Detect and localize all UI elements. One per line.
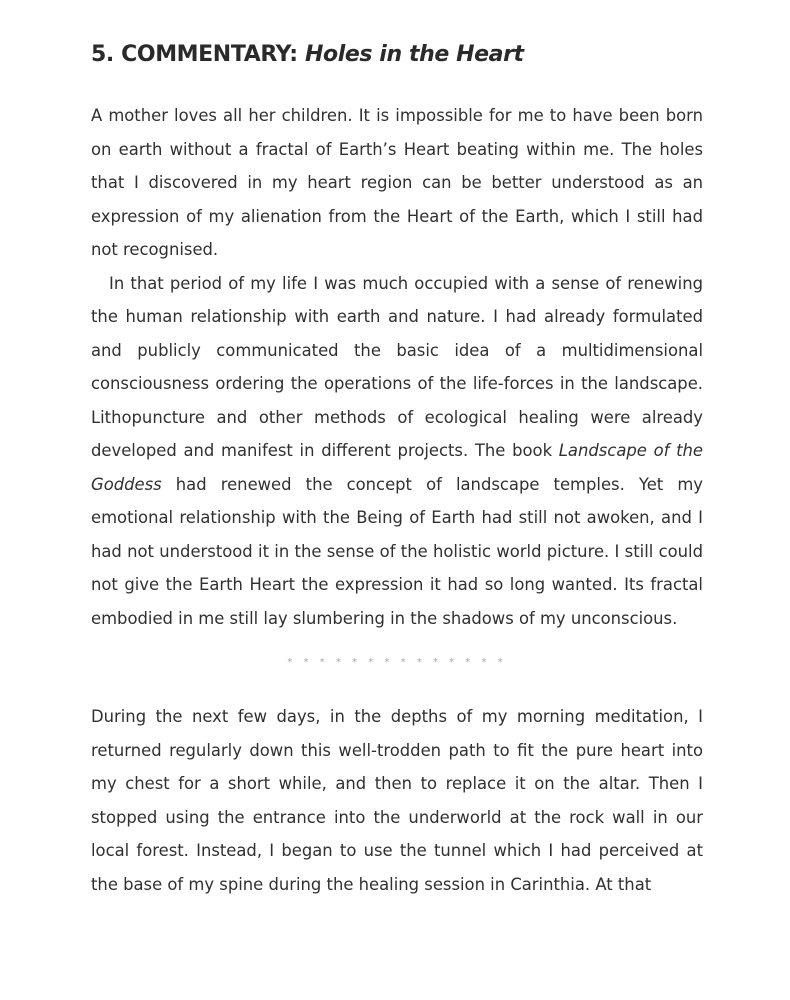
book-page xyxy=(91,0,703,901)
section-number: 5. xyxy=(91,42,114,67)
paragraph-2-text-b: had renewed the concept of landscape temples. Yet my emotional relationship with the Being of Earth had still not awoken, and I had not understood it in the sense of the holistic world picture. I still could not give the Earth Heart the expression it had so long wanted. Its fractal embodied in me still lay slumbering in the shadows of my unconscious. xyxy=(91,474,703,628)
book-title: Landscape of the Goddess xyxy=(91,441,703,494)
paragraph-2-text-a: In that period of my life I was much occupied with a sense of renewing the human relationship with earth and nature. I had already formulated and publicly communicated the basic idea of a multidimensional consciousness ordering the operations of the life-forces in the landscape. Lithopuncture and other methods of ecological healing were already developed and manifest in different projects. The book xyxy=(91,273,703,460)
section-heading xyxy=(91,0,703,70)
paragraph-3: During the next few days, in the depths of my morning meditation, I returned regularly down this well-trodden path to fit the pure heart into my chest for a short while, and then to replace it on the altar. Then I stopped using the entrance into the underworld at the rock wall in our local forest. Instead, I began to use the tunnel which I had perceived at the base of my spine during the healing session in Carinthia. At that xyxy=(91,707,703,894)
paragraph-2 xyxy=(91,267,703,636)
section-break-ornament: * * * * * * * * * * * * * * xyxy=(287,657,507,668)
section-topic: Holes in the Heart xyxy=(304,42,524,67)
section-label: COMMENTARY: xyxy=(121,42,298,67)
paragraph-1: A mother loves all her children. It is impossible for me to have been born on earth without a fractal of Earth’s Heart beating within me. The holes that I discovered in my heart region can be better understood as an expression of my alienation from the Heart of the Earth, which I still had not recognised. xyxy=(91,106,703,259)
